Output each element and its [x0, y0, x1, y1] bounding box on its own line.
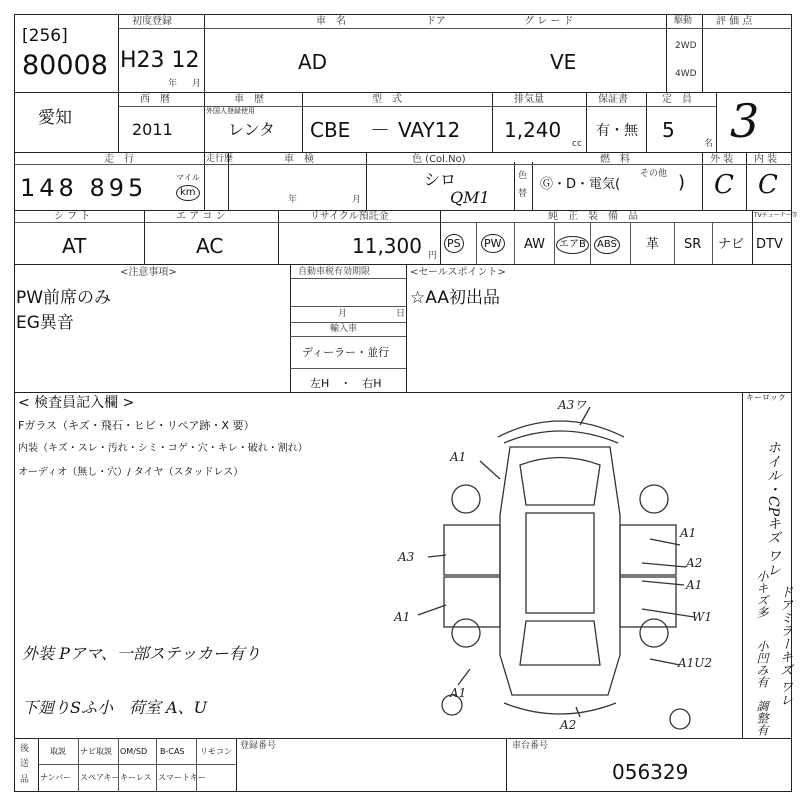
inspection-label: 車 検 [284, 154, 314, 165]
equip-pw: PW [481, 234, 505, 253]
grade-label: グ レ ー ド [524, 16, 574, 27]
inspection-year: 年 [288, 195, 298, 205]
sales-label: <セールスポイント> [410, 267, 506, 278]
right-note-1: ホイル・CPキズ ワレ [765, 440, 781, 577]
equip-abs: ABS [594, 234, 620, 254]
wheel-front-right [640, 485, 668, 513]
recycle-label: リサイクル預託金 [310, 211, 389, 222]
handwritten-note-1: 外装 Pアマ、一部ステッカー有り [22, 644, 261, 663]
valid-label: 自動車税有効期限 [298, 267, 371, 277]
drive-2wd: 2WD [675, 41, 697, 51]
capacity-value: 5 [662, 118, 675, 142]
right-rear-door [620, 577, 676, 627]
valid-month: 月 [338, 309, 348, 319]
roof-outline [526, 513, 594, 613]
windshield-outline [520, 458, 600, 506]
exterior-label: 外 装 [710, 154, 734, 165]
valid-day: 日 [396, 309, 406, 319]
year-value: 2011 [132, 120, 173, 139]
reg-year-unit: 年 [168, 79, 178, 89]
grade-value: VE [550, 50, 577, 74]
model-dash: － [370, 118, 390, 142]
fuel-close: ) [678, 172, 686, 193]
mileage-unit: km [176, 185, 200, 201]
rear-window-outline [520, 621, 600, 665]
disp-value: 1,240 [504, 118, 562, 142]
footer-number: ナンバー [40, 773, 72, 782]
equip-aw: AW [524, 237, 546, 252]
note-line-2: EG異音 [16, 313, 74, 333]
mark-fl: A1 [450, 450, 467, 464]
color-code: QM1 [450, 188, 490, 207]
import-label: 輸入車 [330, 324, 358, 334]
fuel-label: 燃 料 [600, 154, 630, 165]
usage-sub: 外国人登録使用 [206, 107, 255, 115]
recycle-unit: 円 [428, 251, 438, 261]
wheel-rear-right [640, 619, 668, 647]
mileage-label: 走 行 [104, 154, 134, 165]
footer-navi-manual: ナビ取説 [80, 747, 112, 756]
drive-4wd: 4WD [675, 69, 697, 79]
right-note-2: 小キズ多 [755, 570, 769, 618]
left-rear-door [444, 577, 500, 627]
key-lock-label: キーロック [746, 393, 786, 402]
wheel-front-left [452, 485, 480, 513]
name-value: AD [298, 50, 328, 74]
equip-label: 純 正 装 備 品 [548, 211, 638, 222]
color-label: 色 (Col.No) [412, 154, 466, 165]
score-value: 3 [730, 94, 760, 148]
capacity-unit: 名 [704, 139, 714, 149]
footer-reg-no-label: 登録番号 [240, 741, 277, 751]
mark-left-front-door: A3 [398, 550, 415, 564]
exterior-value: C [714, 170, 734, 200]
inspection-month: 月 [352, 195, 362, 205]
right-note-3: ドアミラーキズ ワレ [777, 585, 792, 707]
capacity-label: 定 員 [662, 94, 692, 105]
recycle-value: 11,300 [352, 234, 422, 258]
color-change-b: 替 [518, 189, 528, 199]
tv-prefix-label: TVチューナー等 [754, 212, 798, 219]
interior-line: 内装（キズ・スレ・汚れ・シミ・コゲ・穴・キレ・破れ・割れ） [18, 443, 308, 454]
mark-rear: A2 [560, 718, 577, 732]
interior-value: C [758, 170, 778, 200]
sales-point: ☆AA初出品 [410, 288, 500, 308]
footer-side-2: 送 [20, 759, 30, 769]
rear-bumper-outline [504, 703, 616, 714]
notes-label: <注意事項> [120, 267, 177, 278]
equip-sr: SR [684, 237, 702, 252]
footer-side-1: 後 [20, 744, 30, 754]
ac-label: エ ア コ ン [176, 211, 226, 222]
note-line-1: PW前席のみ [16, 288, 112, 308]
body-outline [500, 447, 620, 695]
footer-smart-key: スマートキー [158, 773, 206, 782]
lot-number: 80008 [22, 50, 108, 81]
model-value: VAY12 [398, 118, 461, 142]
shift-value: AT [62, 234, 87, 258]
equip-navi: ナビ [718, 237, 745, 252]
fuel-other: その他 [640, 169, 668, 179]
footer-bcas: B-CAS [160, 747, 185, 756]
mark-rear-left: A1 [450, 686, 467, 700]
door-label: ドア [426, 16, 446, 27]
mark-right-2: A2 [686, 556, 703, 570]
score-label: 評 価 点 [716, 16, 753, 27]
footer-remote: リモコン [200, 747, 232, 756]
car-diagram [380, 395, 740, 740]
audio-line: オーディオ（無し・穴）/ タイヤ（スタッドレス） [18, 467, 244, 478]
mileage-unit-top: マイル [176, 173, 200, 182]
mark-right-4: W1 [692, 610, 712, 624]
reg-month-unit: 月 [192, 79, 202, 89]
mark-right-3: A1 [686, 578, 703, 592]
model-prefix: CBE [310, 118, 351, 142]
front-bumper-outline [498, 421, 624, 437]
mileage-note-label: 走行歴 [206, 154, 234, 164]
right-note-5: 調整有 [755, 700, 769, 736]
chassis-number: 056329 [612, 760, 689, 784]
mark-right-5: A1U2 [678, 656, 713, 670]
right-front-door [620, 525, 676, 575]
reg-value: H23 12 [120, 48, 200, 73]
mark-right-1: A1 [680, 526, 697, 540]
footer-spare-key: スペアキー [80, 773, 120, 782]
usage-value: レンタ [228, 120, 275, 139]
equip-ps: PS [444, 234, 464, 253]
footer-manual: 取説 [50, 747, 66, 756]
footer-om-sd: OM/SD [120, 747, 148, 756]
inspector-title: < 検査員記入欄 > [18, 395, 135, 411]
footer-chassis-label: 車台番号 [512, 741, 549, 751]
wheel-rear-left [452, 619, 480, 647]
interior-label: 内 装 [754, 154, 778, 165]
color-value: シロ [424, 170, 457, 189]
year-label: 西 暦 [140, 94, 170, 105]
disp-label: 排気量 [514, 94, 544, 105]
glass-line: Fガラス（キズ・飛石・ヒビ・リペア跡・X 要） [18, 419, 255, 432]
import-value: ディーラー・並行 [302, 346, 390, 359]
handle-value: 左H ・ 右H [310, 377, 382, 390]
disp-unit: cc [572, 139, 582, 149]
equip-dtv: DTV [756, 237, 783, 252]
shift-label: シ フ ト [54, 211, 91, 222]
warranty-value: 有・無 [596, 123, 638, 139]
name-label: 車 名 [316, 16, 346, 27]
region: 愛知 [38, 108, 72, 128]
footer-side-3: 品 [20, 775, 30, 785]
model-label: 型 式 [372, 94, 402, 105]
fuel-value: Ⓖ・D・電気( [540, 177, 621, 192]
usage-label: 車 歴 [234, 94, 264, 105]
equip-airbag: エアB [556, 234, 589, 254]
lot-prefix: [256] [22, 26, 68, 46]
reg-label: 初度登録 [132, 16, 172, 27]
color-change-a: 色 [518, 171, 528, 181]
mark-front: A3ワ [558, 398, 587, 412]
drive-label: 駆動 [674, 16, 693, 26]
handwritten-note-2: 下廻りSふ小 荷室 A、U [22, 698, 208, 717]
equip-leather: 革 [646, 237, 660, 252]
warranty-label: 保証書 [598, 94, 628, 105]
left-front-door [444, 525, 500, 575]
right-note-4: 小凹み有 [755, 640, 769, 688]
ac-value: AC [196, 234, 224, 258]
mileage-value: 148 895 [20, 174, 148, 202]
mark-left-rear-door: A1 [394, 610, 411, 624]
footer-keyless: キーレス [120, 773, 152, 782]
